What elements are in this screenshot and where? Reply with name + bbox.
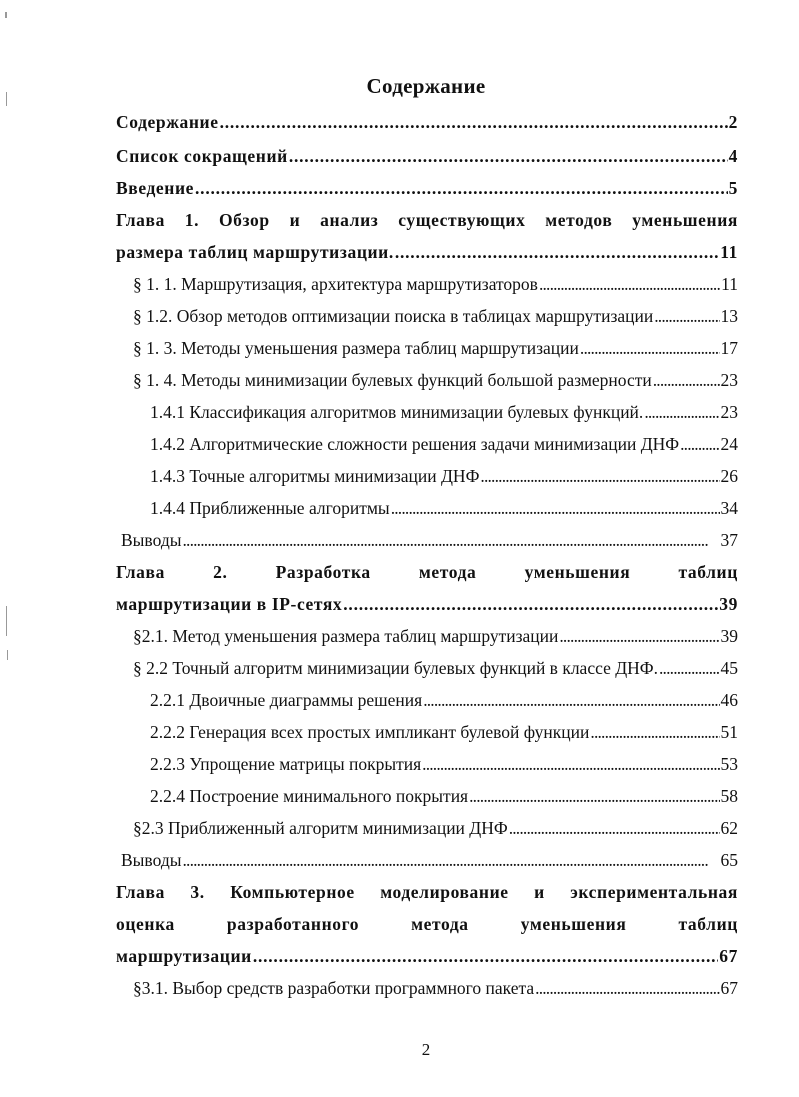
chapter-heading-line[interactable]: [116, 911, 738, 937]
toc-entry-page: 23: [720, 402, 738, 422]
heading-word: таблиц: [678, 914, 738, 934]
toc-entry-title: § 1.2. Обзор методов оптимизации поиска в таблицах маршрутизации: [133, 306, 654, 326]
toc-entry[interactable]: [121, 527, 738, 553]
heading-word: 1.: [184, 210, 200, 230]
toc-entry-page: 45: [720, 658, 738, 678]
dot-leader: [195, 175, 728, 201]
toc-entry-page: 13: [720, 306, 738, 326]
dot-leader: [469, 783, 719, 809]
dot-leader: [220, 109, 728, 135]
dot-leader: [289, 143, 728, 169]
toc-entry-title: Выводы: [121, 850, 182, 870]
heading-word: метода: [418, 562, 477, 582]
heading-word: Обзор: [218, 210, 270, 230]
toc-entry[interactable]: [133, 623, 738, 649]
toc-entry[interactable]: [150, 431, 738, 457]
toc-entry-page: 53: [720, 754, 738, 774]
toc-entry-page: 58: [720, 786, 738, 806]
toc-entry-title: 1.4.2 Алгоритмические сложности решения задачи минимизации ДНФ: [150, 434, 680, 454]
scan-artifact: [7, 650, 8, 660]
heading-word: и: [534, 882, 545, 902]
toc-entry-page: 46: [720, 690, 738, 710]
toc-entry-page: 39: [720, 626, 738, 646]
toc-entry-title: § 2.2 Точный алгоритм минимизации булевых функций в классе ДНФ.: [133, 658, 658, 678]
dot-leader: [395, 239, 719, 265]
heading-word: Разработка: [275, 562, 371, 582]
toc-entry[interactable]: [133, 655, 738, 681]
heading-word: Компьютерное: [230, 882, 355, 902]
toc-entry-page: 67: [719, 946, 738, 966]
toc-entry-page: 26: [720, 466, 738, 486]
heading-word: экспериментальная: [570, 882, 738, 902]
dot-leader: [480, 463, 719, 489]
toc-entry-title: § 1. 1. Маршрутизация, архитектура маршрутизаторов: [133, 274, 538, 294]
toc-entry-title: Выводы: [121, 530, 182, 550]
dot-leader: [423, 687, 719, 713]
heading-word: 2.: [213, 562, 228, 582]
dot-leader: [343, 591, 718, 617]
toc-entry-page: 5: [728, 178, 738, 198]
toc-entry-title: §2.3 Приближенный алгоритм минимизации ДНФ: [133, 818, 508, 838]
heading-word: методов: [545, 210, 613, 230]
toc-entry-title: маршрутизации в IP-сетях: [116, 594, 343, 614]
toc-entry-page: 51: [720, 722, 738, 742]
dot-leader: [539, 271, 720, 297]
toc-entry[interactable]: [133, 335, 738, 361]
toc-entry[interactable]: [150, 399, 738, 425]
heading-word: Глава: [116, 210, 165, 230]
toc-entry-title: 2.2.3 Упрощение матрицы покрытия: [150, 754, 422, 774]
page-title: Содержание: [366, 74, 486, 98]
toc-entry[interactable]: [133, 975, 738, 1001]
dot-leader: [559, 623, 719, 649]
dot-leader: [182, 527, 719, 553]
toc-entry[interactable]: [133, 815, 738, 841]
toc-entry[interactable]: [133, 271, 738, 297]
toc-entry[interactable]: [150, 463, 738, 489]
page-number: 2: [421, 1040, 431, 1059]
heading-word: разработанного: [226, 914, 360, 934]
toc-entry-title: § 1. 3. Методы уменьшения размера таблиц маршрутизации: [133, 338, 579, 358]
toc-entry-page: 24: [720, 434, 738, 454]
dot-leader: [654, 303, 719, 329]
toc-entry-title: 2.2.2 Генерация всех простых импликант булевой функции: [150, 722, 590, 742]
dot-leader: [253, 943, 718, 969]
toc-entry[interactable]: [116, 175, 738, 201]
toc-entry[interactable]: [116, 943, 738, 969]
dot-leader: [644, 399, 719, 425]
toc-entry[interactable]: [116, 239, 738, 265]
dot-leader: [590, 719, 719, 745]
toc-entry[interactable]: [150, 751, 738, 777]
toc-entry-page: 62: [720, 818, 738, 838]
dot-leader: [182, 847, 719, 873]
toc-entry-title: маршрутизации: [116, 946, 252, 966]
heading-word: метода: [411, 914, 469, 934]
toc-entry-page: 2: [728, 112, 738, 132]
scan-artifact: [6, 92, 7, 106]
toc-entry-title: размера таблиц маршрутизации.: [116, 242, 394, 262]
toc-entry-title: §3.1. Выбор средств разработки программного пакета: [133, 978, 535, 998]
toc-entry-title: Список сокращений: [116, 146, 288, 166]
scan-artifact: [6, 606, 7, 636]
chapter-heading-line[interactable]: [116, 207, 738, 233]
toc-entry-title: 1.4.1 Классификация алгоритмов минимизации булевых функций.: [150, 402, 644, 422]
scan-artifact: [5, 12, 7, 18]
heading-word: оценка: [116, 914, 175, 934]
heading-word: анализ: [320, 210, 379, 230]
toc-entry-page: 17: [720, 338, 738, 358]
toc-entry[interactable]: [116, 143, 738, 169]
dot-leader: [580, 335, 720, 361]
chapter-heading-line[interactable]: [116, 879, 738, 905]
toc-entry[interactable]: [116, 591, 738, 617]
toc-entry-page: 11: [721, 274, 738, 294]
toc-entry-title: 2.2.1 Двоичные диаграммы решения: [150, 690, 423, 710]
toc-entry[interactable]: [150, 783, 738, 809]
toc-entry-title: §2.1. Метод уменьшения размера таблиц маршрутизации: [133, 626, 559, 646]
toc-entry-title: Содержание: [116, 112, 219, 132]
toc-entry[interactable]: [116, 109, 738, 135]
heading-word: и: [289, 210, 301, 230]
toc-entry[interactable]: [133, 367, 738, 393]
heading-word: уменьшения: [524, 562, 631, 582]
toc-entry-page: 11: [720, 242, 738, 262]
dot-leader: [391, 495, 720, 521]
heading-word: Глава: [116, 882, 165, 902]
chapter-heading-line[interactable]: [116, 559, 738, 585]
toc-entry[interactable]: [133, 303, 738, 329]
dot-leader: [653, 367, 720, 393]
toc-entry[interactable]: [121, 847, 738, 873]
toc-entry-page: 23: [720, 370, 738, 390]
toc-entry-page: 67: [720, 978, 738, 998]
heading-word: уменьшения: [520, 914, 627, 934]
toc-entry-title: § 1. 4. Методы минимизации булевых функций большой размерности: [133, 370, 652, 390]
toc-entry[interactable]: [150, 719, 738, 745]
heading-word: таблиц: [678, 562, 738, 582]
toc-entry-title: 1.4.4 Приближенные алгоритмы: [150, 498, 390, 518]
toc-entry[interactable]: [150, 687, 738, 713]
toc-entry-title: Введение: [116, 178, 195, 198]
toc-entry-page: 65: [720, 850, 738, 870]
dot-leader: [509, 815, 720, 841]
dot-leader: [535, 975, 719, 1001]
toc-entry-page: 37: [720, 530, 738, 550]
heading-word: Глава: [116, 562, 165, 582]
heading-word: существующих: [398, 210, 526, 230]
dot-leader: [659, 655, 720, 681]
dot-leader: [422, 751, 719, 777]
toc-entry-title: 1.4.3 Точные алгоритмы минимизации ДНФ: [150, 466, 480, 486]
toc-entry-page: 39: [719, 594, 738, 614]
heading-word: уменьшения: [632, 210, 738, 230]
heading-word: моделирование: [380, 882, 509, 902]
toc-entry[interactable]: [150, 495, 738, 521]
heading-word: 3.: [190, 882, 205, 902]
dot-leader: [680, 431, 719, 457]
toc-entry-title: 2.2.4 Построение минимального покрытия: [150, 786, 469, 806]
toc-entry-page: 34: [720, 498, 738, 518]
toc-entry-page: 4: [728, 146, 738, 166]
